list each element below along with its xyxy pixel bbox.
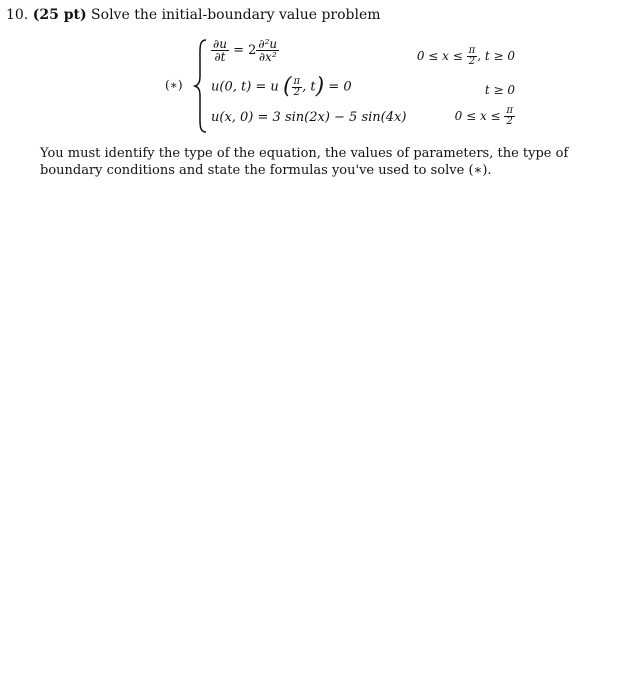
pde-condition: 0 ≤ x ≤ $\frac{\pi}{2}$ , t ≥ 0 bbox=[416, 45, 515, 67]
instructions-text: You must identify the type of the equation, the values of parameters, the type of boundary conditions and state the formulas you've used to solve (∗). bbox=[40, 146, 569, 178]
left-brace bbox=[193, 38, 209, 134]
problem-header bbox=[6, 6, 381, 24]
system-label: (∗) bbox=[165, 78, 183, 92]
du-dt-fraction: $\frac{\partial u}{\partial t}$ bbox=[213, 37, 227, 64]
pde-system bbox=[165, 38, 515, 134]
problem-number: 10. bbox=[6, 7, 29, 23]
pi-over-2: $\frac{\pi}{2}$ bbox=[468, 45, 476, 67]
d2u-dx2-fraction: $\frac{\text{∂²u}}{\text{∂x²}}$ bbox=[258, 37, 278, 64]
initial-condition-domain: 0 ≤ x ≤ $\frac{\pi}{2}$ bbox=[454, 105, 513, 127]
boundary-condition: u(0, t) = u ( $\frac{\pi}{2}$ , t) = 0 bbox=[211, 74, 352, 99]
equals-coefficient: = 2 bbox=[233, 43, 257, 58]
pi-over-2: $\frac{\pi}{2}$ bbox=[506, 105, 513, 127]
pi-over-2: $\frac{\pi}{2}$ bbox=[293, 75, 301, 98]
initial-condition: u(x, 0) = 3 sin(2x) − 5 sin(4x) bbox=[211, 110, 407, 125]
pde-equation bbox=[211, 38, 279, 63]
problem-heading: Solve the initial-boundary value problem bbox=[91, 7, 381, 23]
boundary-condition-domain: t ≥ 0 bbox=[484, 83, 515, 97]
problem-points: (25 pt) bbox=[32, 7, 87, 23]
